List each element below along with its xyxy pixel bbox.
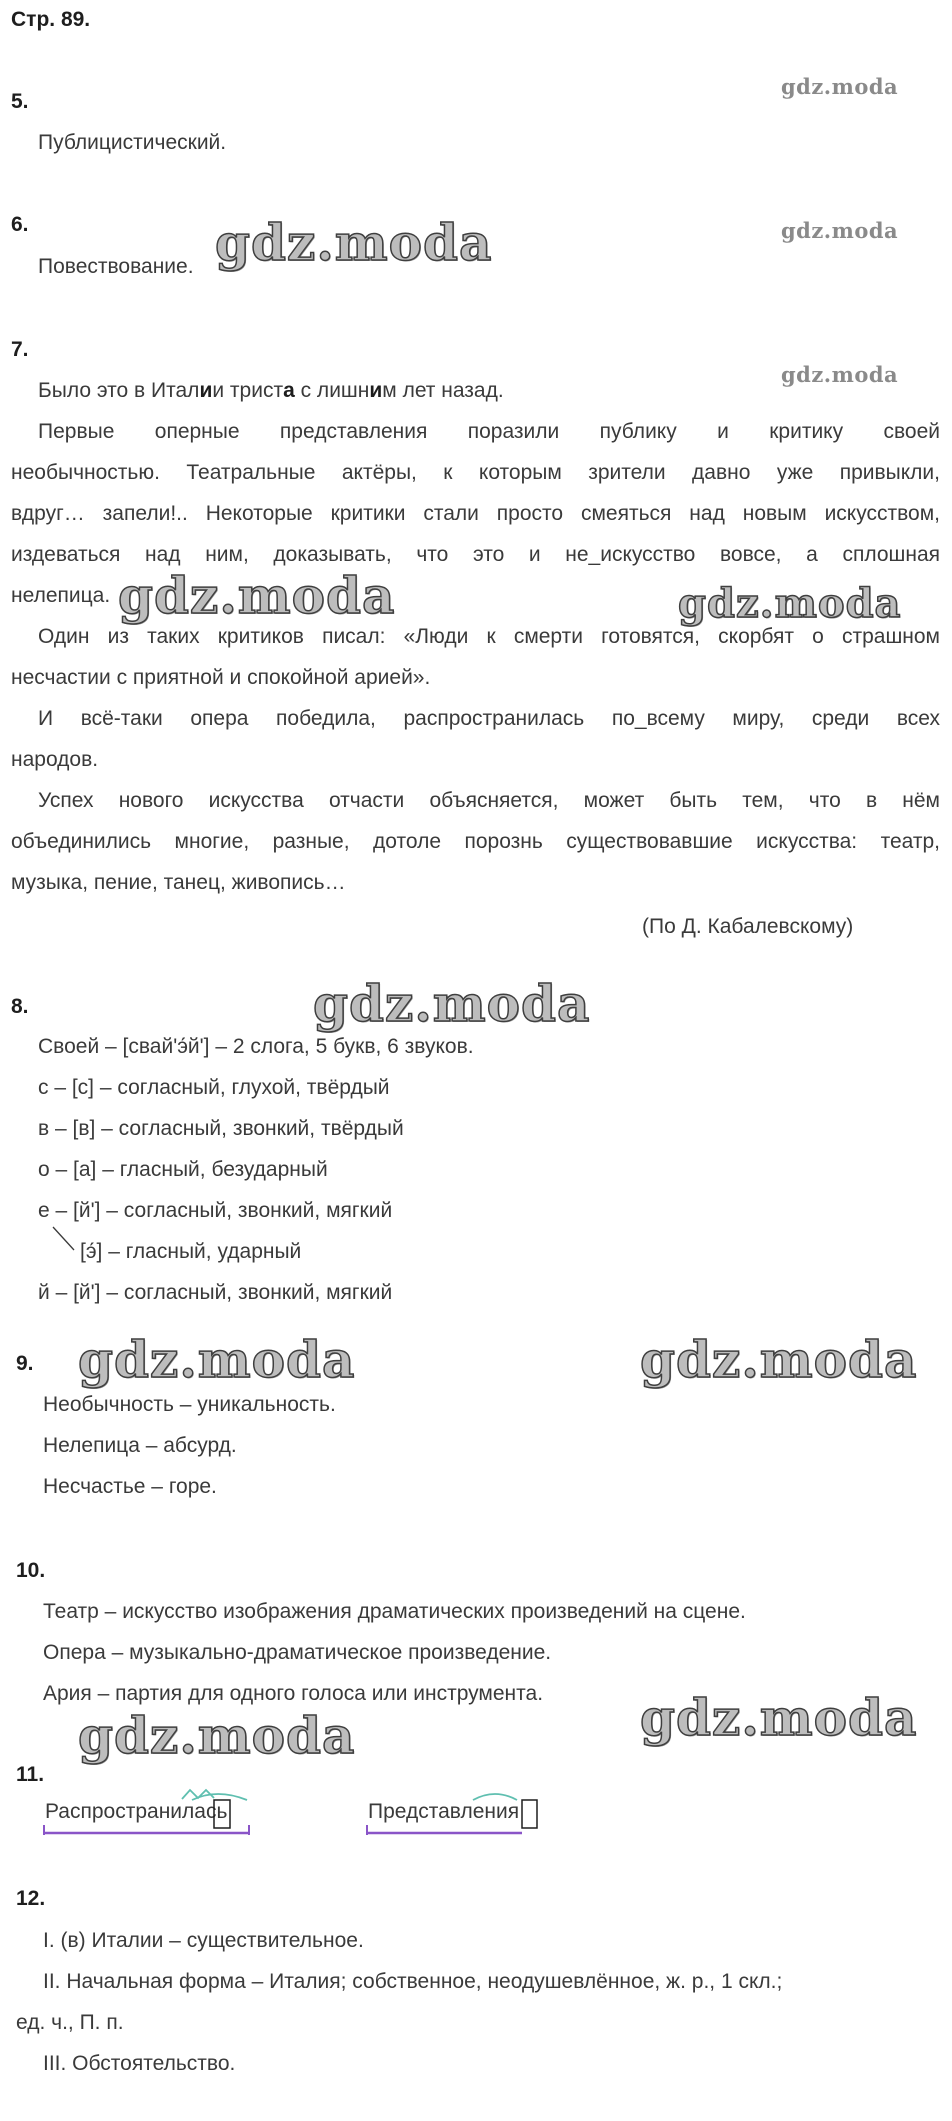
morpheme-marks [365, 1786, 545, 1842]
answer-text: Публицистический. [38, 131, 227, 154]
watermark-large: gdz.moda [678, 580, 902, 627]
morpheme-word-2: Представления [368, 1800, 519, 1824]
watermark-small: gdz.moda [781, 362, 899, 387]
section-number: 10. [16, 1559, 46, 1582]
section-number: 8. [11, 995, 29, 1018]
synonym-line: Несчастье – горе. [43, 1475, 217, 1498]
text-line: нелепица. [11, 584, 111, 607]
analysis-line: II. Начальная форма – Италия; собственное, неодушевлённое, ж. р., 1 скл.; [43, 1970, 783, 1993]
watermark-large: gdz.moda [78, 1330, 356, 1389]
source-citation: (По Д. Кабалевскому) [642, 915, 854, 938]
page-title: Стр. 89. [11, 8, 91, 31]
text-line: необычностью. Театральные актёры, к которым зрители давно уже привыкли, [11, 461, 940, 484]
synonym-line: Нелепица – абсурд. [43, 1434, 237, 1457]
text-line: объединились многие, разные, дотоле порознь существовавшие искусства: театр, [11, 830, 940, 853]
text-line: вдруг… запели!.. Некоторые критики стали просто смеяться над новым искусством, [11, 502, 940, 525]
definition-line: Ария – партия для одного голоса или инструмента. [43, 1682, 544, 1705]
watermark-large: gdz.moda [215, 213, 493, 272]
phonetic-line: Своей – [свай'э́й'] – 2 слога, 5 букв, 6 звуков. [38, 1035, 474, 1058]
branch-connector [50, 1224, 80, 1254]
text-line: несчастии с приятной и спокойной арией». [11, 666, 431, 689]
text-line: народов. [11, 748, 99, 771]
watermark-large: gdz.moda [78, 1706, 356, 1765]
section-number: 7. [11, 338, 29, 361]
definition-line: Театр – искусство изображения драматических произведений на сцене. [43, 1600, 746, 1623]
section-number: 9. [16, 1352, 34, 1375]
morpheme-marks [42, 1786, 262, 1842]
section-number: 6. [11, 213, 29, 236]
phonetic-line: с – [с] – согласный, глухой, твёрдый [38, 1076, 390, 1099]
phonetic-line: й – [й'] – согласный, звонкий, мягкий [38, 1281, 393, 1304]
phonetic-line: о – [а] – гласный, безударный [38, 1158, 328, 1181]
watermark-large: gdz.moda [313, 974, 591, 1033]
morpheme-word-1: Распространилась [45, 1800, 227, 1824]
section-number: 12. [16, 1887, 46, 1910]
text-line: Успех нового искусства отчасти объясняется, может быть тем, что в нём [38, 789, 940, 812]
watermark-small: gdz.moda [781, 218, 899, 243]
analysis-line: I. (в) Италии – существительное. [43, 1929, 364, 1952]
text-line: издеваться над ним, доказывать, что это и не_искусство вовсе, а сплошная [11, 543, 940, 566]
text-line: Было это в Италии триста с лишним лет назад. [38, 379, 504, 402]
phonetic-line: е – [й'] – согласный, звонкий, мягкий [38, 1199, 393, 1222]
analysis-line: ед. ч., П. п. [16, 2011, 124, 2034]
text-line: Один из таких критиков писал: «Люди к смерти готовятся, скорбят о страшном [38, 625, 940, 648]
watermark-large: gdz.moda [118, 566, 396, 625]
answer-text: Повествование. [38, 255, 194, 278]
section-number: 11. [16, 1763, 45, 1786]
text-line: И всё-таки опера победила, распространилась по_всему миру, среди всех [38, 707, 940, 730]
text-line: Первые оперные представления поразили публику и критику своей [38, 420, 940, 443]
phonetic-line: в – [в] – согласный, звонкий, твёрдый [38, 1117, 404, 1140]
watermark-large: gdz.moda [640, 1330, 918, 1389]
watermark-small: gdz.moda [781, 74, 899, 99]
definition-line: Опера – музыкально-драматическое произведение. [43, 1641, 552, 1664]
analysis-line: III. Обстоятельство. [43, 2052, 236, 2075]
section-number: 5. [11, 90, 29, 113]
watermark-large: gdz.moda [640, 1688, 918, 1747]
phonetic-line: [э́] – гласный, ударный [80, 1240, 302, 1263]
synonym-line: Необычность – уникальность. [43, 1393, 336, 1416]
text-line: музыка, пение, танец, живопись… [11, 871, 346, 894]
